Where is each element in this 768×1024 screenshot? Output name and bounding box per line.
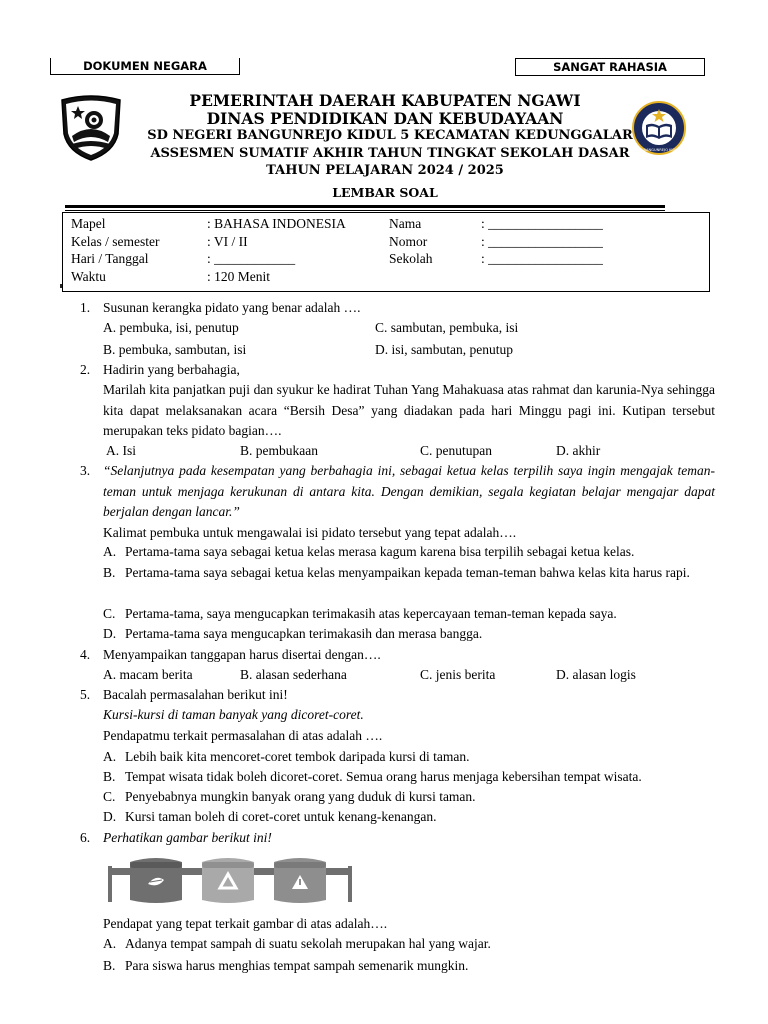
title-assessment: ASSESMEN SUMATIF AKHIR TAHUN TINGKAT SEKOLAH DASAR [150,146,630,161]
q1-text: Susunan kerangka pidato yang benar adalah …. [103,300,361,315]
q5-option-d-label: D. [103,809,117,824]
title-department: DINAS PENDIDIKAN DAN KEBUDAYAAN [206,109,564,128]
nama-label: Nama [389,216,422,231]
q2-text-greeting: Hadirin yang berbahagia, [103,362,240,377]
sekolah-field[interactable]: : _________________ [481,251,603,266]
header-rule-thick [65,205,665,208]
q3-option-c-label: C. [103,606,116,621]
recycle-bin-icon [202,858,254,903]
q4-option-c[interactable]: C. jenis berita [420,667,496,682]
q3-option-d-label: D. [103,626,117,641]
waktu-value: : 120 Menit [207,269,270,284]
q1-option-a[interactable]: A. pembuka, isi, penutup [103,320,239,335]
q2-number: 2. [80,362,91,377]
q6-text-instruction: Perhatikan gambar berikut ini! [103,830,272,845]
q6-text-question: Pendapat yang tepat terkait gambar di atas adalah…. [103,916,388,931]
q5-option-c[interactable]: Penyebabnya mungkin banyak orang yang duduk di kursi taman. [125,789,476,804]
q4-number: 4. [80,647,91,662]
nomor-label: Nomor [389,234,428,249]
q3-option-b-label: B. [103,565,116,580]
q3-quote: “Selanjutnya pada kesempatan yang berbahagia ini, sebagai ketua kelas terpilih saya ingin mengajak teman-teman untuk menjaga kerukunan di antara kita. Dengan demikian, segala kegiatan belajar mengajar dapat berjalan dengan lancar.” [103,463,715,519]
title-school: SD NEGERI BANGUNREJO KIDUL 5 KECAMATAN KEDUNGGALAR [147,128,633,143]
q2-text-passage: Marilah kita panjatkan puji dan syukur ke hadirat Tuhan Yang Mahakuasa atas rahmat dan karunia-Nya sehingga kita dapat melaksanakan acara “Bersih Desa” yang diadakan pada hari Minggu pagi ini. Kutipan tersebut merupakan teks pidato bagian…. [103,382,715,438]
mapel-label: Mapel [71,216,106,231]
q2-option-b[interactable]: B. pembukaan [240,443,318,458]
q1-option-c[interactable]: C. sambutan, pembuka, isi [375,320,519,335]
title-school-year: TAHUN PELAJARAN 2024 / 2025 [266,163,504,178]
hari-field[interactable]: : ____________ [207,251,296,266]
hazard-bin-icon [274,858,326,903]
q4-option-a[interactable]: A. macam berita [103,667,193,682]
q2-option-d[interactable]: D. akhir [556,443,601,458]
sangat-rahasia-label: SANGAT RAHASIA [515,58,705,76]
q4-option-d[interactable]: D. alasan logis [556,667,636,682]
q6-number: 6. [80,830,91,845]
kelas-value: : VI / II [207,234,248,249]
q5-option-c-label: C. [103,789,116,804]
q2-option-a[interactable]: A. Isi [106,443,136,458]
q5-option-b-label: B. [103,769,116,784]
q3-option-a[interactable]: Pertama-tama saya sebagai ketua kelas merasa kagum karena bisa terpilih sebagai ketua kelas. [125,544,635,559]
hari-label: Hari / Tanggal [71,251,149,266]
organic-bin-icon [130,858,182,903]
q5-text-problem: Kursi-kursi di taman banyak yang dicoret-coret. [103,707,364,722]
nomor-field[interactable]: : _________________ [481,234,603,249]
q5-option-a[interactable]: Lebih baik kita mencoret-coret tembok daripada kursi di taman. [125,749,470,764]
q5-option-d[interactable]: Kursi taman boleh di coret-coret untuk kenang-kenangan. [125,809,437,824]
q5-option-a-label: A. [103,749,117,764]
q3-number: 3. [80,463,91,478]
q1-number: 1. [80,300,91,315]
q3-option-b[interactable]: Pertama-tama saya sebagai ketua kelas menyampaikan kepada teman-teman bahwa kelas kita harus rapi. [125,565,690,580]
q5-text-question: Pendapatmu terkait permasalahan di atas adalah …. [103,728,383,743]
mapel-value: : BAHASA INDONESIA [207,216,346,231]
q3-text: Kalimat pembuka untuk mengawalai isi pidato tersebut yang tepat adalah…. [103,525,517,540]
q3-option-d[interactable]: Pertama-tama saya mengucapkan terimakasih dan merasa bangga. [125,626,483,641]
q2-option-c[interactable]: C. penutupan [420,443,492,458]
kelas-label: Kelas / semester [71,234,160,249]
title-government: PEMERINTAH DAERAH KABUPATEN NGAWI [189,91,581,110]
q5-number: 5. [80,687,91,702]
q1-option-b[interactable]: B. pembuka, sambutan, isi [103,342,247,357]
dokumen-negara-label: DOKUMEN NEGARA [50,58,240,75]
q6-option-b[interactable]: Para siswa harus menghias tempat sampah semenarik mungkin. [125,958,469,973]
q4-option-b[interactable]: B. alasan sederhana [240,667,347,682]
q1-option-d[interactable]: D. isi, sambutan, penutup [375,342,513,357]
q3-option-a-label: A. [103,544,117,559]
q4-text: Menyampaikan tanggapan harus disertai dengan…. [103,647,381,662]
sekolah-label: Sekolah [389,251,433,266]
svg-text:SDN BANGUNREJO KIDUL 5: SDN BANGUNREJO KIDUL 5 [634,148,684,152]
student-info-box [62,212,710,292]
q6-option-b-label: B. [103,958,116,973]
waktu-label: Waktu [71,269,106,284]
q5-text-instruction: Bacalah permasalahan berikut ini! [103,687,288,702]
q6-option-a-label: A. [103,936,117,951]
title-sheet: LEMBAR SOAL [332,185,438,200]
q5-option-b[interactable]: Tempat wisata tidak boleh dicoret-coret. Semua orang harus menjaga kebersihan tempat wisata. [125,769,642,784]
trash-bins-image [106,856,354,904]
header-rule-thin [65,210,665,211]
q6-option-a[interactable]: Adanya tempat sampah di suatu sekolah merupakan hal yang wajar. [125,936,491,951]
nama-field[interactable]: : _________________ [481,216,603,231]
q3-option-c[interactable]: Pertama-tama, saya mengucapkan terimakasih atas kepercayaan teman-teman kepada saya. [125,606,617,621]
